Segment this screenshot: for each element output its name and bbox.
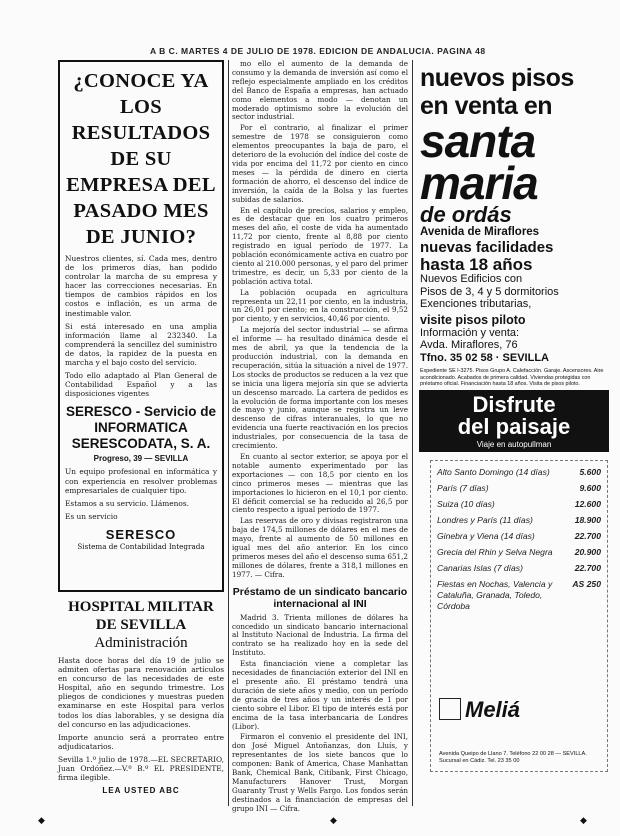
hospital-body: Hasta doce horas del día 19 de julio se admiten ofertas para renovación artículos en concurso de las necesidades de este Hospital, año en segundo trimestre. Los pliegos de condiciones y muestras pueden examinarse en este Hospital para verlos todos los días laborables, y se designa día del concurso en las adjudicaciones. [58,656,224,729]
santa-maria-ad [416,60,612,388]
article-paragraph: La población ocupada en agricultura representa un 22,11 por ciento, en la industria, un 26,01 por ciento; en la construcción, el 9,52 por ciento, y en servicios, 40,46 por ciento. [232,287,408,324]
ad-paragraph: Es un servicio [65,511,118,521]
melia-mark-icon [439,698,461,720]
ad-paragraph: Un equipo profesional en informática y con experiencia en resolver problemas empresariales de cualquier tipo. [65,467,217,495]
ad-line: Exenciones tributarias, [420,298,532,310]
melia-address: Avenida Queipo de Llano 7. Teléfono 22 00 28 — SEVILLA. Sucursal en Cádiz. Tel. 23 35 00 [439,751,587,764]
seresco-address: Progreso, 39 — SEVILLA [93,454,189,464]
trip-destination: Grecia del Rhin y Selva Negra [437,547,553,557]
ad-line: santa [420,115,536,167]
melia-logo [439,697,520,723]
trip-price: AS 250 [572,579,601,589]
hospital-title: HOSPITAL MILITAR DE SEVILLA [68,599,214,633]
hospital-body: Sevilla 1.º julio de 1978.—EL SECRETARIO, Juan Ordóñez.—V.º B.º EL PRESIDENTE, firma ilegible. [58,754,224,783]
trip-item [437,579,601,612]
article-paragraph: Las reservas de oro y divisas registraron una baja de 174,5 millones de dólares en el mes de mayo, frente al aumento de 50 millones en igual mes del año anterior. En los cinco primeros meses del año el descenso suma 651,2 millones de dólares, frente a 318,1 millones en 1977. — Cifra. [232,516,408,579]
registration-mark-icon: ◆ [330,816,337,826]
registration-mark-icon: ◆ [38,816,45,826]
ad-line: maria [420,157,538,209]
article-paragraph: La mejoría del sector industrial — se afirma el informe — ha resultado dinámica desde el mes de abril, ya que la tendencia de la producción industrial, con la demanda en recuperación, sitúa la situación a nivel de 1977. Los stocks de productos se reducen a la vez que se inicia una ligera mejoría sin que se advierta un descenso marcado. La cartera de pedidos es la evolución de forma importante con los meses de mayo y junio, aunque se registra un leve descenso de cifras interanuales, lo que no evidencia una fuerte reactivación en los precios industriales, por consecuencia de la tasa de crecimiento. [232,325,408,451]
ad-headline: ¿CONOCE YA LOS RESULTADOS DE SU EMPRESA DEL PASADO MES DE JUNIO? [66,70,216,248]
disfrute-banner [419,390,609,452]
hospital-notice [58,598,224,808]
article-headline: Préstamo de un sindicato bancario internacional al INI [232,585,408,610]
article-paragraph: Firmaron el convenio el presidente del INI, don José Miguel Antoñanzas, don Lluís, y representantes de los siete bancos que lo componen: Bank of America, Chase Manhattan Bank, Chemical Bank, Citibank, First Chicago, Manufacturers Hanover Trust, Morgan Guaranty Trust y Wells Fargo. Los fondos serán destinados a la financiación de empresas del grupo INI — Cifra. [232,732,408,813]
trip-destination: París (7 días) [437,483,489,493]
trip-price: 12.600 [574,499,601,509]
trip-item [437,531,601,542]
hospital-subtitle: Administración [94,635,188,651]
ad-line: Avenida de Miraflores [420,226,540,238]
ad-line: Nuevos Edificios con [420,273,523,285]
article-paragraph: mo ello el aumento de la demanda de consumo y la demanda de inversión así como el reflejo especialmente ampliado en los créditos del Banco de España a empresas, han actuado como elementos a modo — denotan un moderado optimismo sobre la evolución del sector industrial. [232,59,408,122]
ad-line: Tfno. 35 02 58 · SEVILLA [420,351,549,364]
trip-price: 18.900 [574,515,601,525]
seresco-logo-sub: Sistema de Contabilidad Integrada [77,541,205,551]
article-paragraph: En cuanto al sector exterior, se apoya por el notable aumento experimentado por las exportaciones — con 18,5 por ciento en los cinco primeros meses — mientras que las importaciones lo hicieron en el 10,1 por ciento. El déficit comercial se ha reducido al 26,5 por ciento respecto a igual período de 1977. [232,451,408,515]
article-paragraph: Madrid 3. Trienta millones de dólares ha concedido un sindicato bancario internacional al Instituto Nacional de Industria. La firma del contrato se ha realizado hoy en la sede del Instituto. [232,612,408,658]
seresco-ad [58,60,224,592]
ad-line: hasta 18 años [420,255,533,274]
trip-destination: Londres y París (11 días) [437,515,533,525]
ad-paragraph: Nuestros clientes, sí. Cada mes, dentro de los primeros días, han podido controlar la marcha de su empresa y hacer las correcciones necesarias. En tiempos de cambios rápidos en los costos e inflación, es un arma de inestimable valor. [65,254,217,318]
ad-line: de ordás [420,202,512,227]
trip-price: 5.600 [579,467,601,477]
column-rule-1 [228,60,229,806]
melia-logo-text: Meliá [465,697,521,722]
page-header: A B C. MARTES 4 DE JULIO DE 1978. EDICION DE ANDALUCIA. PAGINA 48 [150,46,486,56]
ad-line: en venta en [420,92,553,120]
trip-destination: Alto Santo Domingo (14 días) [437,467,550,477]
trip-item [437,547,601,558]
trip-list [430,460,608,772]
banner-title-1: Disfrute [472,392,556,417]
banner-subtitle: Viaje en autopullman [476,440,552,449]
ad-line: nuevos pisos [420,64,574,92]
ad-paragraph: Estamos a su servicio. Llámenos. [65,498,189,508]
trip-destination: Ginebra y Viena (14 días) [437,531,535,541]
column-rule-2 [412,60,413,806]
registration-mark-icon: ◆ [580,816,587,826]
lea-abc: LEA USTED ABC [102,786,180,796]
trip-destination: Suiza (10 días) [437,499,495,509]
trip-price: 20.900 [574,547,601,557]
trip-destination: Fiestas en Nochas, Valencia y Cataluña, Granada, Toledo, Córdoba [437,579,553,611]
trip-item [437,483,601,494]
ad-line: visite pisos piloto [420,312,526,327]
ad-line: Pisos de 3, 4 y 5 dormitorios [420,285,559,298]
trip-price: 22.700 [574,563,601,573]
seresco-logo: SERESCO [105,526,177,542]
middle-column [232,59,408,813]
registration-marks [30,816,600,828]
trip-price: 9.600 [579,483,601,493]
hospital-body: Importe anuncio será a prorrateo entre adjudicatarios. [58,732,224,751]
seresco-title: SERESCO - Servicio de INFORMATICA SERESCODATA, S. A. [65,404,217,452]
trip-destination: Canarias Islas (7 días) [437,563,523,573]
article-paragraph: Por el contrario, al finalizar el primer semestre de 1978 se consiguieron como elementos preocupantes la baja de paro, el deterioro de la evolución del índice del coste de vida por encima del 11,72 por ciento en cinco meses — la pérdida de dinero en cierta formación de ahorro, el descenso del índice de inversión, la caída de la Bolsa y las fuertes subidas de salarios. [232,123,408,204]
ad-paragraph: Si está interesado en una amplia información llame al 232340. La comprenderá la sencillez del suministro de datos, la rapidez de la puesta en marcha y el bajo costo del servicio. [65,321,217,368]
ad-paragraph: Todo ello adaptado al Plan General de Contabilidad Español y a las disposiciones vigentes [65,371,217,399]
article-paragraph: En el capítulo de precios, salarios y empleo, es de destacar que en los cuatro primeros meses del año, el coste de vida ha aumentado 11,72 por ciento, frente al 8,88 por ciento registrado en igual período de 1977. La población económicamente activa en cuatro por ciento al 210.000 personas, y el paro del primer trimestre, es decir, un 5,33 por ciento de la población activa total. [232,205,408,286]
trip-item [437,563,601,574]
melia-ad [416,390,612,810]
trip-item [437,515,601,526]
trip-item [437,467,601,478]
ad-line: Información y venta: [420,326,520,339]
banner-title-2: del paisaje [457,414,571,439]
ad-fine-print: Expediente SE I-3275. Pisos Grupo A. Calefacción. Garaje. Ascensores. Aire acondicionado. Acabados de primera calidad. Viviendas protegidas con préstamo oficial. Financiación hasta 18 años. Visita de pisos piloto. [420,368,604,388]
ad-line: Avda. Miraflores, 76 [420,339,518,351]
trip-price: 22.700 [574,531,601,541]
ad-line: nuevas facilidades [420,239,554,256]
article-paragraph: Esta financiación viene a completar las necesidades de financiación exterior del INI en el presente año. El préstamo tendrá una duración de siete años y medio, con un período de gracia de tres años y un interés de 1 por ciento sobre el Libor. El tipo de interés está por encima de la tasa interbancaria de Londres (Libor). [232,659,408,731]
trip-item [437,499,601,510]
